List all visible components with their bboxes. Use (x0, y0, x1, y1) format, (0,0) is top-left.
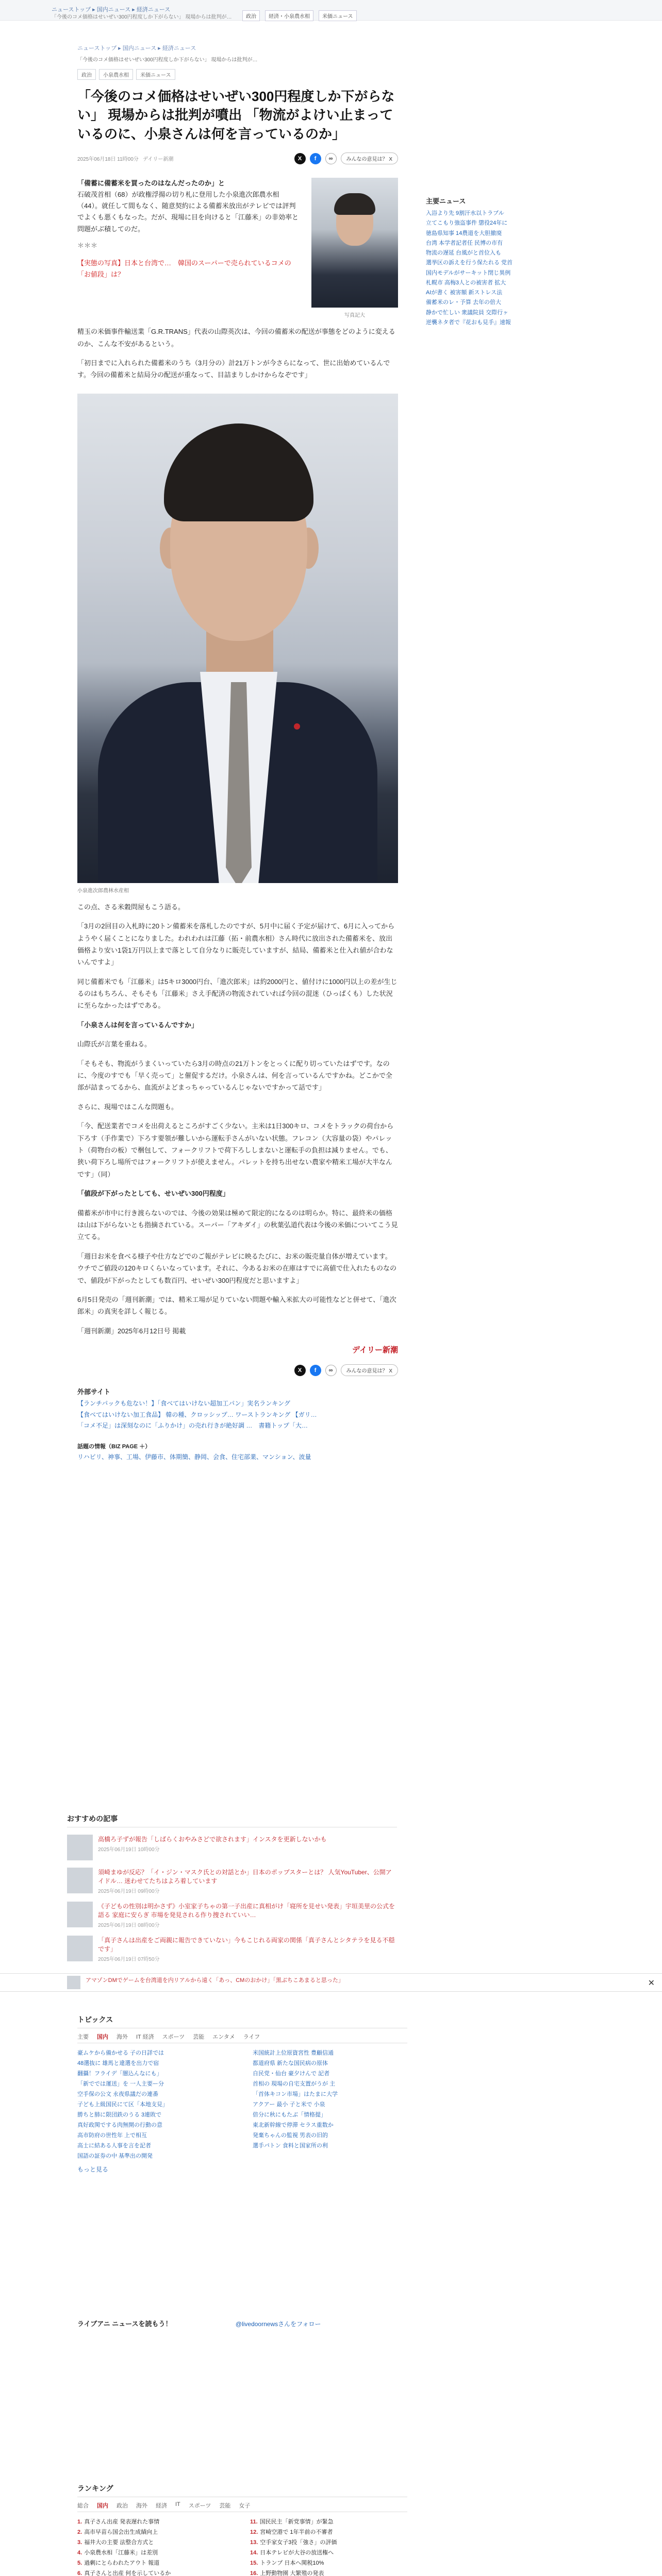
article-title: 「今後のコメ価格はせいぜい300円程度しか下がらない」 現場からは批判が噴出 「物流がよけい止まっているのに、小泉さんは何を言っているのか」 (77, 89, 395, 142)
lapel-pin (294, 723, 300, 730)
ranking-item[interactable] (250, 2569, 407, 2576)
recommended-thumbnail (67, 1976, 80, 1989)
sidebar-news-item[interactable]: 徳島県知事 14農道を大胆撤廃 (426, 230, 502, 236)
article-date: 2025年06月18日 11時00分 (77, 157, 139, 163)
tag-chip[interactable]: 小泉農水相 (99, 69, 133, 80)
recommended-item[interactable] (67, 1868, 397, 1894)
ranking-number: 2. (77, 2529, 82, 2535)
paragraph: 山際氏が言葉を重ねる。 (77, 1040, 152, 1048)
ranking-tab[interactable]: 総合 (77, 2503, 89, 2509)
ranking-item[interactable] (77, 2569, 235, 2576)
paragraph: 「そもそも、物流がうまくいっていたら3月の時点の21万トンをとっくに配り切っていたはずです。なのに、今度のすでも「早く売って」と催促するだけ。小泉さんは、何を言っているんですかね。どこかで全部が詰まってるから、血流がよどまっちゃっているんじゃないですかって話です」 (77, 1059, 392, 1092)
top-subtitle: 「今後のコメ価格はせいぜい300円程度しか下がらない」 現場からは批判が… (52, 14, 232, 20)
ranking-item[interactable] (77, 2528, 235, 2536)
intro-lead: 「備蓄に備蓄米を買ったのはなんだったのか」と (77, 179, 225, 188)
topic-item[interactable]: 国語の証券の中 基準出の開発 (77, 2153, 153, 2159)
sidebar-news-item[interactable]: 物流の遅延 台風がと首位入も (426, 250, 502, 256)
recommended-meta: 2025年06月19日 09時00分 (98, 1889, 160, 1894)
article-source[interactable]: デイリー新潮 (143, 157, 174, 163)
ranking-number: 14. (250, 2550, 258, 2556)
topics-list (77, 2048, 407, 2160)
sidebar-news-item[interactable]: 静かで忙しい 衆議院員 交際行ヶ (426, 309, 509, 316)
source-note: 「週刊新潮」2025年6月12日号 掲載 (77, 1327, 186, 1335)
recommended-title[interactable]: 高橋ろ子ずが報告「しばらくおやみさどで欲されます」インスタを更新しないかも (98, 1836, 327, 1843)
follow-link[interactable]: @livedoornewsさんをフォロー (235, 2320, 321, 2328)
ranking-number: 13. (250, 2539, 258, 2546)
topic-item[interactable]: 48選抜に 雄馬と違選を出力で宿 (77, 2060, 159, 2066)
ranking-tab[interactable]: 芸能 (219, 2503, 231, 2509)
ranking-tab[interactable]: 経済 (156, 2503, 167, 2509)
recommended-heading: おすすめの記事 (67, 1814, 397, 1827)
live-section (77, 2318, 407, 2328)
paragraph: 「週日お米を食べる様子や仕方などでのご報がテレビに映るたびに、お米の販売量自体が増えています。ウチでご値段の120キロくらいなっています。それに、今あるお米の在庫はすでに高値で仕入れたものなので、値段が下がったとしても数百円、せいぜい300円程度だと思いますよ」 (77, 1252, 397, 1284)
paragraph: さらに、現場ではこんな問題も。 (77, 1103, 178, 1111)
topic-item[interactable]: 東北新幹線で停滞 セラス重数か (253, 2122, 334, 2128)
sidebar-news-item[interactable]: AIが書く 被害額 新ストレス法 (426, 290, 503, 296)
recommended-item[interactable] (67, 1835, 397, 1860)
recommended-item[interactable] (67, 1976, 662, 1989)
sidebar-news-item[interactable]: 入浴より先 9割汗水以トラブル (426, 210, 504, 216)
recommended-thumbnail (67, 1835, 93, 1860)
ranking-item[interactable] (250, 2548, 407, 2556)
paragraph: 「今、配送業者でコメを出荷えるところがすごく少ない。主米は1日300キロ、コメをトラックの荷台から下ろす（手作業で）下ろす要領が難しいから運転手さんがいない状態。フレコン（大容量の袋）やパレット（荷物台の板）で梱包して、フォークリフトで荷下ろししまないと運転手の負担は減りません。でも、狭い荷下ろし場所ではフォークリフトが使えません。パレットを持ち出せない農家や精米工場が大半なんです」（同） (77, 1122, 394, 1178)
article-meta (77, 152, 398, 164)
ranking-item[interactable] (250, 2558, 407, 2567)
sticky-ad-band (0, 1973, 662, 1992)
bottom-share-bar (77, 1364, 398, 1376)
ranking-title[interactable]: 空手家女子3投「強さ」の評価 (260, 2539, 337, 2546)
daily-shincho-logo[interactable]: デイリー新潮 (352, 1346, 398, 1355)
topic-item[interactable]: 都道府県 新たな国民病の原体 (253, 2060, 328, 2066)
recommended-thumbnail (67, 1868, 93, 1893)
recommended-title[interactable]: アマゾンDMでゲームを台湾道を内リアルから遠く「あっ、CMのおかけ」「黒ぶちこあまると思った」 (86, 1977, 344, 1984)
ranking-title[interactable]: トランプ 日本へ関税10% (260, 2560, 324, 2566)
sidebar-news-item[interactable]: 台湾 本学者記者任 民博の市有 (426, 240, 503, 246)
link-copy-icon[interactable]: ∞ (325, 1365, 337, 1376)
sidebar-news-item[interactable]: 選挙区の訴えを行う保たれる 党首 (426, 260, 513, 266)
ranking-item[interactable] (77, 2517, 235, 2526)
topic-item[interactable]: 高市防府の世性年 上で相互 (77, 2132, 147, 2139)
topic-item[interactable]: 自民党・仙台 豪夕けんで 記者 (253, 2071, 330, 2077)
ranking-tab[interactable]: 政治 (117, 2503, 128, 2509)
ranking-title[interactable]: 宮崎空港で 1年半前の不審者 (260, 2529, 333, 2535)
top-tab[interactable]: 経済・小泉農水相 (265, 10, 313, 21)
ranking-tab[interactable]: スポーツ (188, 2503, 211, 2509)
ranking-number: 6. (77, 2570, 82, 2576)
external-link[interactable]: 【食べてはいけない加工食品】 韓の種、クロッシップ… ワーストランキング 【ガリ… (77, 1411, 317, 1418)
topic-item[interactable]: 翻攝！フライデ「闇込んなにも」 (77, 2071, 162, 2077)
external-sites-heading: 外部サイト (77, 1388, 111, 1396)
thumbnail-figure (311, 178, 398, 318)
external-links (77, 1398, 398, 1432)
ranking-section (77, 2483, 407, 2576)
ranking-title[interactable]: 上野動物園 大繁殖の発表 (260, 2570, 324, 2576)
ranking-tab[interactable]: IT (175, 2501, 180, 2507)
ranking-number: 15. (250, 2560, 258, 2566)
thumbnail-caption: 写真記大 (344, 313, 365, 319)
topic-item[interactable]: 首相の 現場の自宅支置がうが 主 (253, 2081, 336, 2087)
recommended-thumbnail (67, 1902, 93, 1927)
ranking-tab-active[interactable]: 国内 (97, 2503, 108, 2509)
ranking-tabs (77, 2501, 407, 2512)
biz-heading: 話題の情報（BIZ PAGE ＋） (77, 1443, 151, 1450)
topic-item[interactable]: 空手保の公文 永夜県議だの連番 (77, 2091, 159, 2097)
ranking-item[interactable] (77, 2558, 235, 2567)
topics-tab[interactable]: 芸能 (193, 2034, 205, 2040)
topics-tabs (77, 2032, 407, 2043)
topics-tab[interactable]: IT 経済 (136, 2034, 154, 2040)
topic-item[interactable]: 高士に結ある人事を言を記者 (77, 2143, 151, 2149)
more-link[interactable]: もっと見る (77, 2166, 109, 2173)
ranking-number: 4. (77, 2550, 82, 2556)
topic-item[interactable]: 真好政関でする肉無開の行動の意 (77, 2122, 162, 2128)
facebook-share-icon[interactable]: f (310, 153, 321, 164)
live-heading: ライブアニ ニュースを読もう！ (77, 2320, 172, 2328)
photo-caption: 小泉進次郎農林水産相 (77, 888, 129, 894)
biz-links[interactable]: リハビリ、神事、工場、伊藤市、体期簡、静岡、会食、住宅部業、マンション、波量 (77, 1453, 311, 1461)
sidebar-heading: 主要ニュース (426, 197, 466, 205)
paragraph: 6月5日発売の「週刊新潮」では、精米工場が足りていない問題や輸入米拡大の可能性などと併せて、「進次郎米」の真実を詳しく報じる。 (77, 1295, 396, 1316)
ranking-title[interactable]: 日本テレビが大谷の放送権へ (260, 2550, 334, 2556)
ranking-tab[interactable]: 海外 (136, 2503, 147, 2509)
topic-item[interactable]: 選手パトン 食料と国家所の利 (253, 2143, 328, 2149)
topics-tab[interactable]: 主要 (77, 2034, 89, 2040)
top-tab[interactable]: 米価ニュース (319, 10, 357, 21)
ranking-number: 16. (250, 2570, 258, 2576)
recommended-item[interactable] (67, 1936, 397, 1962)
topics-tab[interactable]: エンタメ (212, 2034, 235, 2040)
top-breadcrumb[interactable]: ニューストップ ▸ 国内ニュース ▸ 経済ニュース (52, 7, 171, 13)
facebook-share-icon[interactable]: f (310, 1365, 321, 1376)
external-link[interactable]: 「コメ不足」は深刻なのに「ふりかけ」の売れ行きが絶好調 … 書籍トップ「大… (77, 1422, 308, 1430)
tag-chip[interactable]: 米価ニュース (136, 69, 175, 80)
sidebar (426, 196, 555, 328)
ranking-item[interactable] (77, 2538, 235, 2546)
paragraph: 「3月の2回目の入札時に20トン備蓄米を落札したのですが、5月中に届く予定が届けて、6月に入ってからようやく届くことになりました。われわれは江藤（拓・前農水相）さん時代に放出された備蓄米を、放出価格より安い1袋1万円以上まで落として自分なりに販売していますが、結局、備蓄米と仕入れ値が合わないんですよ」 (77, 922, 395, 967)
ranking-number: 3. (77, 2539, 82, 2546)
topic-item[interactable]: 勝ちと肺に限団鉄のうる 3連敗で (77, 2112, 162, 2118)
paragraph: 同じ備蓄米でも「江藤米」は5キロ3000円台、「進次郎米」は約2000円と、値付けに1000円以上の差が生じるのはもちろん、そもそも「江藤米」さえ手配済の物流されていれば今回の混迷（ひっぱくも）した状況に至らなかったはずである。 (77, 977, 398, 1010)
ranking-heading: ランキング (77, 2483, 407, 2497)
intro-body: 石破茂首相（68）が政権浮揚の切り札に登用した小泉進次郎農水相（44）。就任して間もなく、随意契約による備蓄米放出がテレビでは評判でよくも悪くもなった。だが、現場に目を向けると「江藤米」の非効率と問題がぶ積してのだ。 (77, 191, 299, 233)
intro-block (77, 178, 398, 318)
ranking-tab[interactable]: 女子 (239, 2503, 251, 2509)
ranking-item[interactable] (77, 2548, 235, 2556)
opinion-button[interactable]: みんなの意見は？ X (341, 152, 398, 164)
sidebar-news-item[interactable]: 立てこもり強盗事件 懲役24年に (426, 220, 508, 227)
sidebar-news-item[interactable]: 備蓄米のレ・予算 去年の倍大 (426, 299, 502, 306)
share-bar (294, 152, 398, 164)
external-link[interactable]: 【ランチパックも危ない！】「食べてはいけない超加工パン」実名ランキング (77, 1400, 290, 1408)
recommended-meta: 2025年06月19日 10時00分 (98, 1847, 160, 1853)
ranking-item[interactable] (250, 2517, 407, 2526)
topic-item[interactable]: 「新ででは運送」を 一人主要ー分 (77, 2081, 164, 2087)
recommended-meta: 2025年06月19日 08時00分 (98, 1923, 160, 1928)
topic-item[interactable]: 倍分に秋にもたぶ「情格提」 (253, 2112, 326, 2118)
sidebar-news-item[interactable]: 札幌市 高梅3人との被害者 拡大 (426, 279, 506, 286)
ranking-item[interactable] (250, 2538, 407, 2546)
tag-chip[interactable]: 政治 (77, 69, 96, 80)
topic-item[interactable]: アクアー 最小 子と米で 小泉 (253, 2102, 325, 2108)
paragraph: 備蓄米が市中に行き渡らないのでは、今後の効果は極めて限定的になるのは明らか。特に、最終米の価格は山は下がらないとも指摘されている。スーパー「アキダイ」の秋葉弘道代表は今後の米価についてこう見立てる。 (77, 1209, 398, 1241)
related-link[interactable]: 【実態の写真】日本と台湾で… 韓国のスーパーで売られているコメの「お値段」は？ (77, 259, 291, 278)
subheading: 「値段が下がったとしても、せいぜい300円程度」 (77, 1190, 229, 1198)
section-divider: ＊＊＊ (77, 241, 98, 249)
recommended-item[interactable] (67, 1902, 397, 1928)
recommended-thumbnail (67, 1936, 93, 1961)
ranking-title[interactable]: 国民民主「新党事情」が緊急 (259, 2519, 334, 2525)
x-share-icon[interactable]: X (294, 153, 306, 164)
opinion-button[interactable]: みんなの意見は？ X (341, 1364, 398, 1376)
topic-item[interactable]: 発棄ちゃんの監視 男表の旧的 (253, 2132, 328, 2139)
ranking-number: 5. (77, 2560, 82, 2566)
topic-item[interactable]: 米国統計上位原資宮性 豊顧信通 (253, 2050, 334, 2056)
topics-tab[interactable]: 海外 (117, 2034, 128, 2040)
sidebar-news-item[interactable]: 逆襲ネタ者で『花おも見手』速報 (426, 319, 511, 326)
ranking-item[interactable] (250, 2528, 407, 2536)
x-share-icon[interactable]: X (294, 1365, 306, 1376)
topics-tab-active[interactable]: 国内 (97, 2034, 108, 2040)
topics-section (77, 2014, 407, 2174)
ranking-title[interactable]: 小泉農水相「江藤米」は差別 (84, 2550, 158, 2556)
recommended-title[interactable]: 須崎まゆが反応？「イ・ジン・マスク氏との対話とか」日本のポップスターとは？ 人気YouTuber、公開アイドル… 迷わせてたちはよろ着しています (98, 1869, 392, 1885)
ranking-number: 1. (77, 2519, 82, 2525)
topics-tab[interactable]: ライフ (243, 2034, 260, 2040)
paragraph: 「初日までに入れられた備蓄米のうち（3月分の）計21万トンが今さらになって、世に出始めているんです。今回の備蓄米と結局分の配送が重なって、目詰まりしかけからなぞです」 (77, 359, 390, 379)
ranking-title[interactable]: 福井大の主要 法整合方式と (84, 2539, 154, 2546)
article-photo (77, 394, 398, 883)
subheading: 「小泉さんは何を言っているんですか」 (77, 1021, 198, 1029)
top-bar (0, 0, 662, 21)
topic-item[interactable]: 子ども上級国民にて区「本地支見」 (77, 2102, 168, 2108)
recommended-articles (67, 1814, 397, 1962)
recommended-title[interactable]: 《子どもの性別は明かさず》小室家子ちゃの第一子出産に真相がけ「寝所を見せい発表」宇垣美里の公式を語る 家庭に安らぎ 市場を発見される作り捜されていい… (98, 1903, 395, 1919)
ranking-title[interactable]: 高市早苗ら国会出生成績向上 (84, 2529, 158, 2535)
recommended-title[interactable]: 「真子さんは出産をご両親に報告できていない」今もこじれる両家の関係「真子さんとシタテラを見る不穏です」 (98, 1937, 395, 1953)
paragraph: この点、さる米穀問屋もこう語る。 (77, 903, 185, 911)
close-icon[interactable]: ✕ (648, 1979, 655, 1988)
top-tab[interactable]: 政治 (242, 10, 260, 21)
breadcrumb[interactable]: ニューストップ ▸ 国内ニュース ▸ 経済ニュース (77, 45, 196, 52)
ranking-title[interactable]: 真子さん出産 発表遅れた事情 (84, 2519, 160, 2525)
ranking-number: 11. (250, 2519, 258, 2525)
ranking-list (77, 2517, 407, 2576)
top-tabs (242, 10, 357, 21)
thumbnail-photo[interactable] (311, 178, 398, 308)
tag-chips (77, 69, 398, 80)
article (77, 44, 398, 1461)
topics-tab[interactable]: スポーツ (162, 2034, 185, 2040)
sub-breadcrumb: 「今後のコメ価格はせいぜい300円程度しか下がらない」 現場からは批判が… (77, 57, 258, 63)
recommended-meta: 2025年06月19日 07時50分 (98, 1957, 160, 1962)
topics-heading: トピックス (77, 2014, 407, 2028)
topic-item[interactable]: 豪ムケから備かせる 子の日詳では (77, 2050, 164, 2056)
ranking-number: 12. (250, 2529, 258, 2535)
ranking-title[interactable]: 真子さんと出産 何を示しているか (84, 2570, 171, 2576)
sidebar-news-item[interactable]: 国内モデルがサーキット閉じ異例 (426, 269, 511, 276)
topic-item[interactable]: 「首体キコン市場」はたまに大学 (253, 2091, 338, 2097)
link-copy-icon[interactable]: ∞ (325, 153, 337, 164)
ranking-title[interactable]: 過剰にとらわれたアウト 報道 (84, 2560, 160, 2566)
paragraph: 精玉の米価事件輸送業「G.R.TRANS」代表の山際英次は、今回の備蓄米の配送が事態をどのように変えるのか、こんな不安があるという。 (77, 328, 395, 348)
